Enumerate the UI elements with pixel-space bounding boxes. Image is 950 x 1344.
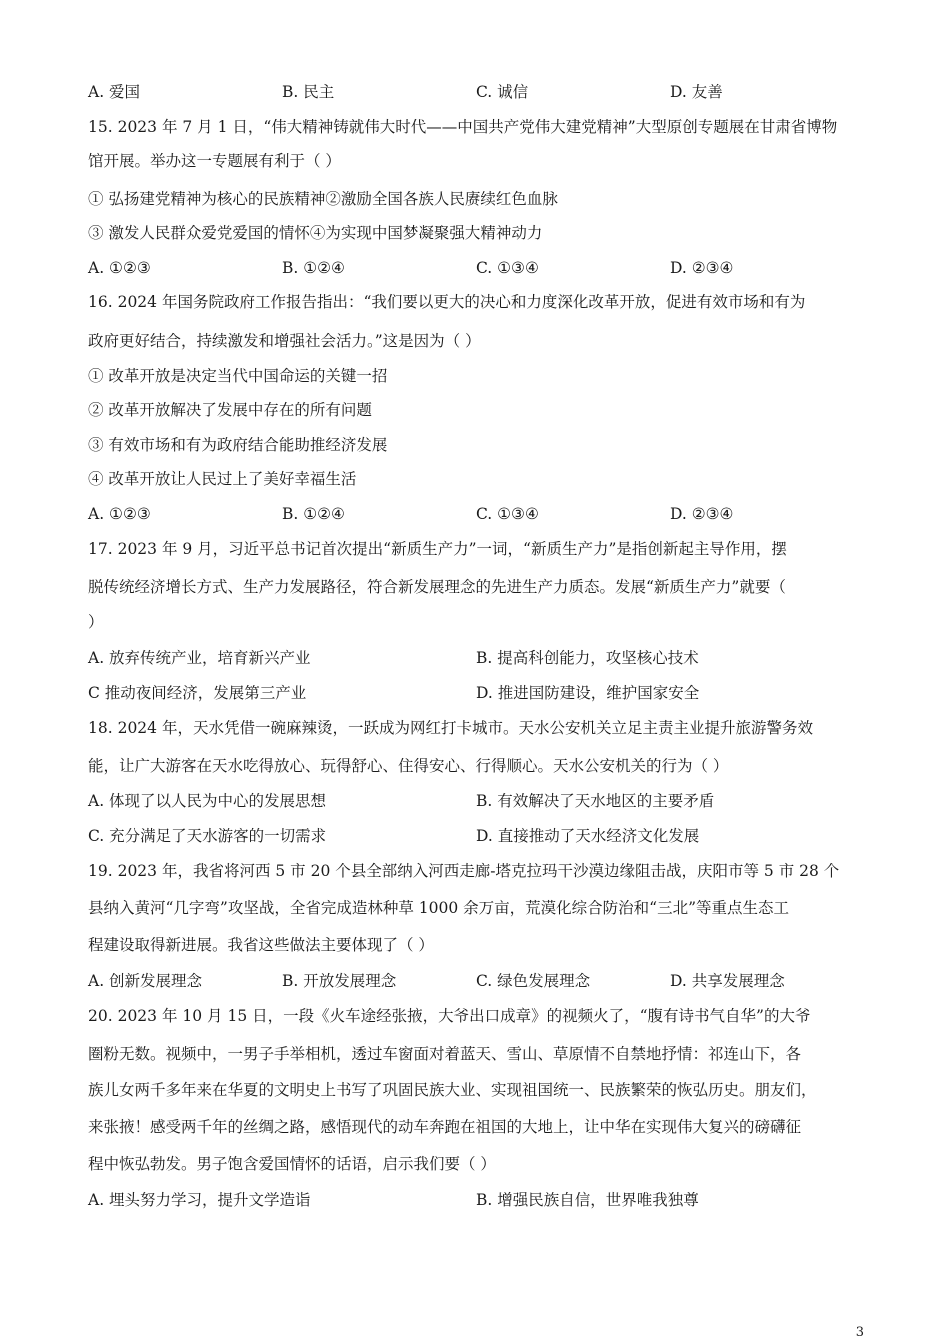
q20-stem-line-5: 程中恢弘勃发。男子饱含爱国情怀的话语，启示我们要（ ） bbox=[88, 1155, 496, 1173]
q18-option-c: C. 充分满足了天水游客的一切需求 bbox=[88, 827, 327, 845]
q16-statement-4: ④ 改革开放让人民过上了美好幸福生活 bbox=[88, 470, 357, 488]
q16-option-b: B. ①②④ bbox=[282, 505, 345, 523]
q15-statement-1: ① 弘扬建党精神为核心的民族精神②激励全国各族人民赓续红色血脉 bbox=[88, 190, 558, 208]
q17-stem-line-2: 脱传统经济增长方式、生产力发展路径，符合新发展理念的先进生产力质态。发展“新质生产力”就要（ bbox=[88, 578, 786, 596]
q14-option-b: B. 民主 bbox=[282, 83, 335, 101]
q17-option-a: A. 放弃传统产业，培育新兴产业 bbox=[88, 649, 311, 667]
q19-option-b: B. 开放发展理念 bbox=[282, 972, 397, 990]
q16-option-a: A. ①②③ bbox=[88, 505, 151, 523]
q15-option-b: B. ①②④ bbox=[282, 259, 345, 277]
q18-option-a: A. 体现了以人民为中心的发展思想 bbox=[88, 792, 327, 810]
q20-stem-line-1: 20. 2023 年 10 月 15 日，一段《火车途经张掖，大爷出口成章》的视频火了，“腹有诗书气自华”的大爷 bbox=[88, 1007, 811, 1025]
q16-statement-1: ① 改革开放是决定当代中国命运的关键一招 bbox=[88, 367, 388, 385]
q20-option-a: A. 埋头努力学习，提升文学造诣 bbox=[88, 1191, 311, 1209]
q17-stem-line-1: 17. 2023 年 9 月，习近平总书记首次提出“新质生产力”一词，“新质生产力”是指创新起主导作用，摆 bbox=[88, 540, 787, 558]
q14-option-a: A. 爱国 bbox=[88, 83, 141, 101]
q19-option-a: A. 创新发展理念 bbox=[88, 972, 203, 990]
q18-stem-line-1: 18. 2024 年，天水凭借一碗麻辣烫，一跃成为网红打卡城市。天水公安机关立足主责主业提升旅游警务效 bbox=[88, 719, 813, 737]
page-number: 3 bbox=[855, 1325, 864, 1340]
q17-option-d: D. 推进国防建设，维护国家安全 bbox=[476, 684, 700, 702]
q17-stem-line-3: ） bbox=[88, 613, 104, 631]
q20-stem-line-3: 族儿女两千多年来在华夏的文明史上书写了巩固民族大业、实现祖国统一、民族繁荣的恢弘历史。朋友们， bbox=[88, 1081, 817, 1099]
q14-option-c: C. 诚信 bbox=[476, 83, 529, 101]
q20-stem-line-4: 来张掖！感受两千年的丝绸之路，感悟现代的动车奔跑在祖国的大地上，让中华在实现伟大复兴的磅礴征 bbox=[88, 1118, 802, 1136]
q15-option-a: A. ①②③ bbox=[88, 259, 151, 277]
q19-stem-line-2: 县纳入黄河“几字弯”攻坚战，全省完成造林种草 1000 余万亩，荒漠化综合防治和“三北”等重点生态工 bbox=[88, 899, 789, 917]
q15-stem-line-1: 15. 2023 年 7 月 1 日，“伟大精神铸就伟大时代——中国共产党伟大建党精神”大型原创专题展在甘肃省博物 bbox=[88, 118, 838, 136]
q16-statement-3: ③ 有效市场和有为政府结合能助推经济发展 bbox=[88, 436, 388, 454]
q16-option-c: C. ①③④ bbox=[476, 505, 539, 523]
q19-stem-line-1: 19. 2023 年，我省将河西 5 市 20 个县全部纳入河西走廊-塔克拉玛干沙漠边缘阻击战，庆阳市等 5 市 28 个 bbox=[88, 862, 840, 880]
q16-statement-2: ② 改革开放解决了发展中存在的所有问题 bbox=[88, 401, 372, 419]
q15-statement-2: ③ 激发人民群众爱党爱国的情怀④为实现中国梦凝聚强大精神动力 bbox=[88, 224, 543, 242]
q18-option-b: B. 有效解决了天水地区的主要矛盾 bbox=[476, 792, 715, 810]
q18-stem-line-2: 能，让广大游客在天水吃得放心、玩得舒心、住得安心、行得顺心。天水公安机关的行为（ ） bbox=[88, 757, 729, 775]
q15-stem-line-2: 馆开展。举办这一专题展有利于（ ） bbox=[88, 152, 341, 170]
q19-option-d: D. 共享发展理念 bbox=[670, 972, 785, 990]
q15-option-d: D. ②③④ bbox=[670, 259, 734, 277]
q16-option-d: D. ②③④ bbox=[670, 505, 734, 523]
q17-option-c: C 推动夜间经济，发展第三产业 bbox=[88, 684, 307, 702]
q15-option-c: C. ①③④ bbox=[476, 259, 539, 277]
q19-stem-line-3: 程建设取得新进展。我省这些做法主要体现了（ ） bbox=[88, 936, 434, 954]
q20-option-b: B. 增强民族自信，世界唯我独尊 bbox=[476, 1191, 699, 1209]
q17-option-b: B. 提高科创能力，攻坚核心技术 bbox=[476, 649, 699, 667]
q19-option-c: C. 绿色发展理念 bbox=[476, 972, 591, 990]
q14-option-d: D. 友善 bbox=[670, 83, 723, 101]
q16-stem-line-2: 政府更好结合，持续激发和增强社会活力。”这是因为（ ） bbox=[88, 332, 481, 350]
q18-option-d: D. 直接推动了天水经济文化发展 bbox=[476, 827, 700, 845]
q16-stem-line-1: 16. 2024 年国务院政府工作报告指出：“我们要以更大的决心和力度深化改革开放，促进有效市场和有为 bbox=[88, 293, 806, 311]
q20-stem-line-2: 圈粉无数。视频中，一男子手举相机，透过车窗面对着蓝天、雪山、草原情不自禁地抒情：祁连山下，各 bbox=[88, 1045, 802, 1063]
